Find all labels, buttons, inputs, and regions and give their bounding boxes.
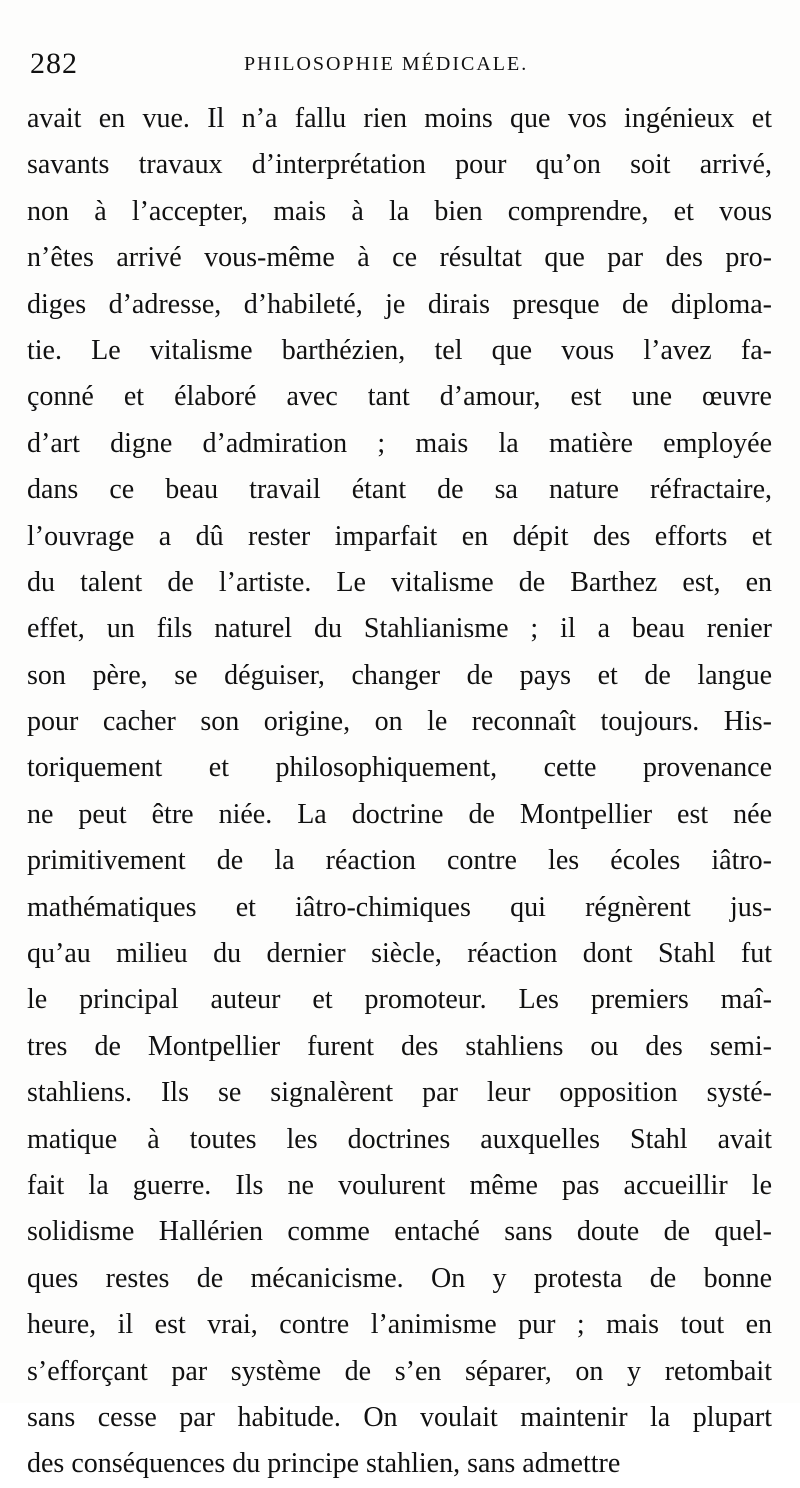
text-line: ques restes de mécanicisme. On y protesta de bonne: [27, 1262, 772, 1294]
text-line: non à l’accepter, mais à la bien comprendre, et vous: [27, 195, 772, 227]
text-line: avait en vue. Il n’a fallu rien moins que vos ingénieux et: [27, 103, 772, 134]
text-line: dans ce beau travail étant de sa nature réfractaire,: [27, 474, 772, 506]
text-line: n’êtes arrivé vous-même à ce résultat que par des pro-: [27, 242, 772, 274]
text-line: des conséquences du principe stahlien, sans admettre: [27, 1448, 621, 1480]
text-line: ne peut être niée. La doctrine de Montpellier est née: [27, 798, 772, 830]
text-line: qu’au milieu du dernier siècle, réaction dont Stahl fut: [27, 938, 772, 970]
text-line: du talent de l’artiste. Le vitalisme de Barthez est, en: [27, 566, 772, 598]
text-line: d’art digne d’admiration ; mais la matière employée: [27, 427, 772, 459]
text-line: çonné et élaboré avec tant d’amour, est une œuvre: [27, 381, 772, 413]
page-number: 282: [30, 47, 78, 80]
text-line: toriquement et philosophiquement, cette provenance: [27, 752, 772, 784]
text-line: son père, se déguiser, changer de pays et de langue: [27, 659, 772, 691]
text-line: le principal auteur et promoteur. Les premiers maî-: [27, 984, 772, 1016]
body-text: [27, 96, 772, 1488]
text-line: stahliens. Ils se signalèrent par leur opposition systé-: [27, 1077, 772, 1109]
text-line: l’ouvrage a dû rester imparfait en dépit des efforts et: [27, 520, 772, 552]
text-line: tie. Le vitalisme barthézien, tel que vous l’avez fa-: [27, 334, 772, 366]
text-line: effet, un fils naturel du Stahlianisme ; il a beau renier: [27, 613, 772, 645]
text-line: savants travaux d’interprétation pour qu’on soit arrivé,: [27, 149, 772, 181]
text-line: fait la guerre. Ils ne voulurent même pas accueillir le: [27, 1169, 772, 1201]
text-line: s’efforçant par système de s’en séparer, on y retombait: [27, 1355, 772, 1387]
text-line: mathématiques et iâtro-chimiques qui régnèrent jus-: [27, 891, 772, 923]
text-line: heure, il est vrai, contre l’animisme pur ; mais tout en: [27, 1309, 772, 1341]
text-line: solidisme Hallérien comme entaché sans doute de quel-: [27, 1216, 772, 1248]
text-line: diges d’adresse, d’habileté, je dirais presque de diploma-: [27, 288, 772, 320]
running-title: PHILOSOPHIE MÉDICALE.: [244, 53, 529, 75]
text-line: pour cacher son origine, on le reconnaît toujours. His-: [27, 706, 772, 738]
text-line: tres de Montpellier furent des stahliens ou des semi-: [27, 1030, 772, 1062]
text-line: matique à toutes les doctrines auxquelles Stahl avait: [27, 1123, 772, 1155]
text-line: sans cesse par habitude. On voulait maintenir la plupart: [27, 1401, 772, 1433]
running-head: [30, 44, 782, 84]
text-line: primitivement de la réaction contre les écoles iâtro-: [27, 845, 772, 877]
